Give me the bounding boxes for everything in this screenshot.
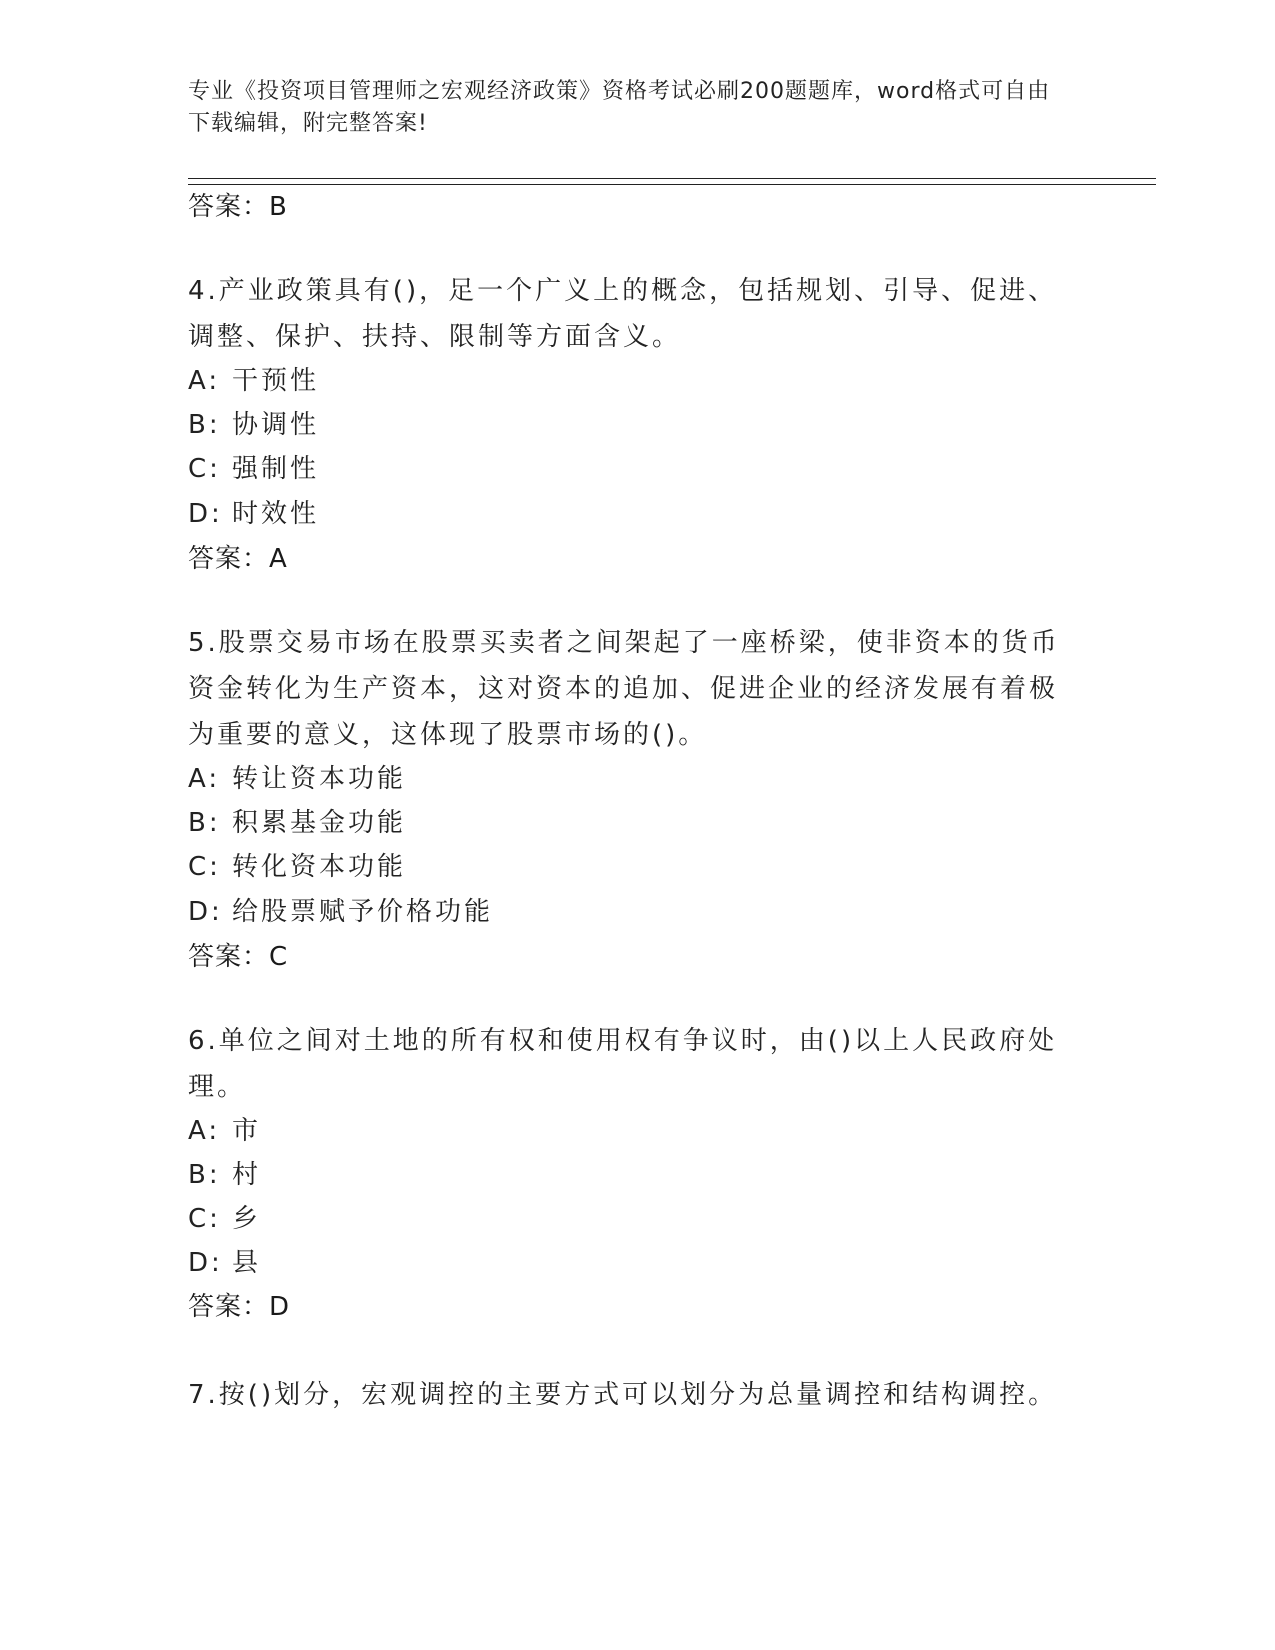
option-key: A: (188, 1116, 221, 1146)
option-key: C: (188, 454, 221, 484)
question-6-option-d (188, 1246, 261, 1280)
question-4-option-b (188, 408, 319, 442)
option-key: C: (188, 852, 221, 882)
question-6-answer: 答案：D (188, 1292, 291, 1322)
question-4-option-c (188, 452, 319, 486)
option-key: D: (188, 897, 223, 927)
question-4-option-d (188, 497, 319, 531)
option-text: 村 (232, 1160, 262, 1190)
question-5-option-d (188, 895, 493, 929)
option-key: A: (188, 366, 221, 396)
question-7-text: 7.按()划分，宏观调控的主要方式可以划分为总量调控和结构调控。 (188, 1380, 1058, 1410)
question-5-answer: 答案：C (188, 942, 289, 972)
option-text: 乡 (232, 1204, 262, 1234)
question-5-option-a (188, 762, 406, 796)
header-divider (188, 178, 1156, 185)
option-text: 转让资本功能 (232, 764, 407, 794)
option-text: 干预性 (232, 366, 320, 396)
option-key: D: (188, 1248, 223, 1278)
question-6-option-a (188, 1114, 261, 1148)
option-key: B: (188, 1160, 221, 1190)
option-text: 时效性 (232, 499, 320, 529)
question-4-option-a (188, 364, 319, 398)
question-5-text: 5.股票交易市场在股票买卖者之间架起了一座桥梁，使非资本的货币资金转化为生产资本，这对资本的追加、促进企业的经济发展有着极为重要的意义，这体现了股票市场的()。 (188, 628, 1060, 750)
question-5-option-c (188, 850, 406, 884)
option-text: 县 (232, 1248, 262, 1278)
question-6-option-c (188, 1202, 261, 1236)
option-text: 强制性 (232, 454, 320, 484)
option-key: A: (188, 764, 221, 794)
option-key: D: (188, 499, 223, 529)
option-text: 协调性 (232, 410, 320, 440)
option-text: 市 (232, 1116, 262, 1146)
document-header: 专业《投资项目管理师之宏观经济政策》资格考试必刷200题题库，word格式可自由下载编辑，附完整答案! (188, 79, 1051, 136)
option-text: 积累基金功能 (232, 808, 407, 838)
question-6-option-b (188, 1158, 261, 1192)
question-5-option-b (188, 806, 406, 840)
option-key: C: (188, 1204, 221, 1234)
question-4-text: 4.产业政策具有()，足一个广义上的概念，包括规划、引导、促进、调整、保护、扶持、限制等方面含义。 (188, 276, 1058, 352)
question-6-text: 6.单位之间对土地的所有权和使用权有争议时，由()以上人民政府处理。 (188, 1026, 1058, 1102)
answer-previous: 答案：B (188, 192, 288, 222)
question-4-answer: 答案：A (188, 544, 288, 574)
option-text: 给股票赋予价格功能 (232, 897, 494, 927)
option-key: B: (188, 410, 221, 440)
option-key: B: (188, 808, 221, 838)
option-text: 转化资本功能 (232, 852, 407, 882)
